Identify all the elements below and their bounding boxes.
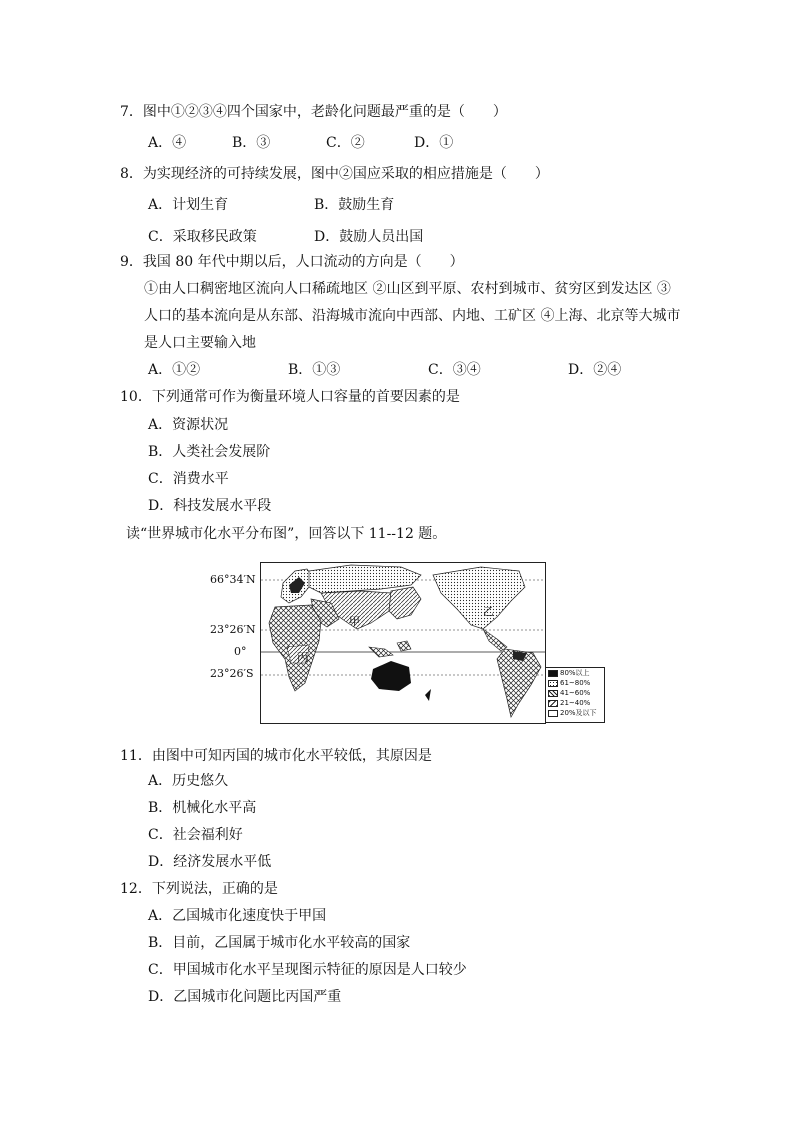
legend-label: 21~40% xyxy=(560,698,591,707)
question-7-stem: 7．图中①②③④四个国家中，老龄化问题最严重的是（ ） xyxy=(120,104,507,120)
question-12-option-a: A．乙国城市化速度快于甲国 xyxy=(148,908,327,924)
lat-label-equator: 0° xyxy=(234,645,247,658)
legend-item-20 xyxy=(546,708,604,718)
legend-item-41 xyxy=(546,688,604,698)
map-label-jia: 甲 xyxy=(349,615,360,628)
question-11-option-b: B．机械化水平高 xyxy=(148,800,257,816)
question-7-option-a: A．④ xyxy=(148,135,187,151)
map-label-yi: 乙 xyxy=(483,605,494,618)
legend-item-21 xyxy=(546,698,604,708)
question-11-option-d: D．经济发展水平低 xyxy=(148,854,272,870)
question-11-option-a: A．历史悠久 xyxy=(148,773,229,789)
map-legend xyxy=(545,667,605,723)
lat-label-tropic-cancer: 23°26′N xyxy=(210,623,256,636)
question-9-body-line-2: 人口的基本流向是从东部、沿海城市流向中西部、内地、工矿区 ④上海、北京等大城市 xyxy=(144,308,681,324)
question-8-option-c: C．采取移民政策 xyxy=(148,229,257,245)
question-8-option-a: A．计划生育 xyxy=(148,197,229,213)
legend-item-80 xyxy=(546,668,604,678)
question-9-body-line-3: 是人口主要输入地 xyxy=(144,335,256,351)
map-label-bing: 丙 xyxy=(297,651,308,664)
question-12-option-c: C．甲国城市化水平呈现图示特征的原因是人口较少 xyxy=(148,962,467,978)
legend-swatch xyxy=(548,690,558,697)
legend-label: 20%及以下 xyxy=(560,708,597,717)
question-7-option-b: B．③ xyxy=(232,135,271,151)
question-8-option-d: D．鼓励人员出国 xyxy=(314,229,424,245)
world-map-graphic xyxy=(261,563,545,723)
question-10-option-b: B．人类社会发展阶 xyxy=(148,444,271,460)
question-10-option-d: D．科技发展水平段 xyxy=(148,498,272,514)
question-8-stem: 8．为实现经济的可持续发展，图中②国应采取的相应措施是（ ） xyxy=(120,166,549,182)
question-12-option-b: B．目前，乙国属于城市化水平较高的国家 xyxy=(148,935,411,951)
legend-swatch xyxy=(548,710,558,717)
question-9-option-d: D．②④ xyxy=(568,362,622,378)
question-9-option-a: A．①② xyxy=(148,362,201,378)
question-9-stem: 9．我国 80 年代中期以后，人口流动的方向是（ ） xyxy=(120,254,464,270)
question-11-option-c: C．社会福利好 xyxy=(148,827,243,843)
legend-label: 80%以上 xyxy=(560,668,590,677)
question-7-option-d: D．① xyxy=(414,135,454,151)
legend-swatch xyxy=(548,700,558,707)
question-10-stem: 10．下列通常可作为衡量环境人口容量的首要因素的是 xyxy=(120,389,460,405)
question-12-stem: 12．下列说法，正确的是 xyxy=(120,881,278,897)
map-intro: 读“世界城市化水平分布图”，回答以下 11--12 题。 xyxy=(126,526,447,542)
question-10-option-a: A．资源状况 xyxy=(148,417,229,433)
question-10-option-c: C．消费水平 xyxy=(148,471,229,487)
legend-label: 41~60% xyxy=(560,688,591,697)
lat-label-tropic-capricorn: 23°26′S xyxy=(210,667,254,680)
legend-item-61 xyxy=(546,678,604,688)
question-9-option-c: C．③④ xyxy=(428,362,481,378)
question-9-option-b: B．①③ xyxy=(288,362,341,378)
world-urbanization-map xyxy=(260,562,597,724)
legend-label: 61~80% xyxy=(560,678,591,687)
question-9-body-line-1: ①由人口稠密地区流向人口稀疏地区 ②山区到平原、农村到城市、贫穷区到发达区 ③ xyxy=(144,281,671,297)
question-8-option-b: B．鼓励生育 xyxy=(314,197,395,213)
question-12-option-d: D．乙国城市化问题比丙国严重 xyxy=(148,989,342,1005)
lat-label-arctic: 66°34′N xyxy=(210,573,256,586)
legend-swatch xyxy=(548,680,558,687)
legend-swatch xyxy=(548,670,558,677)
question-7-option-c: C．② xyxy=(326,135,365,151)
question-11-stem: 11．由图中可知丙国的城市化水平较低，其原因是 xyxy=(120,748,432,764)
